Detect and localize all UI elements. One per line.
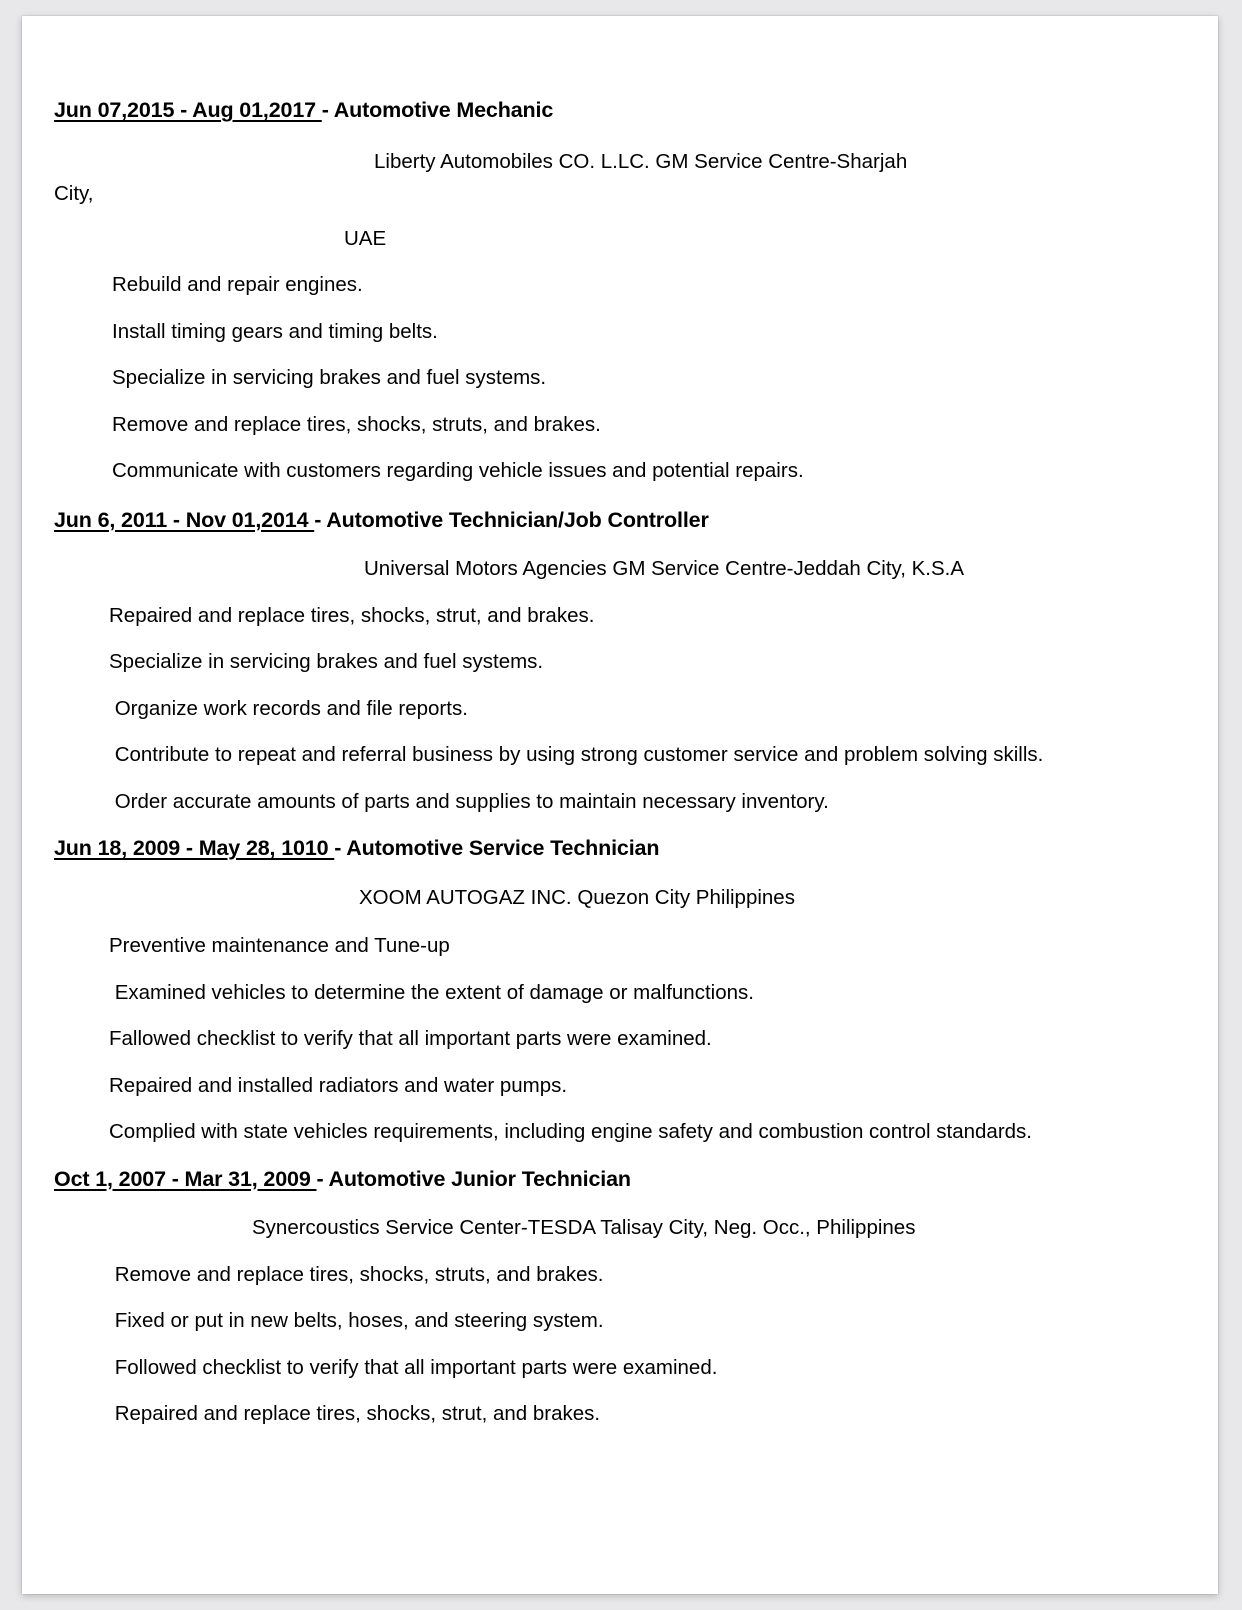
job-duty-item: Examined vehicles to determine the extent of damage or malfunctions. [109, 980, 754, 1004]
work-experience-entry [54, 507, 1192, 813]
job-duty-list [54, 603, 1192, 813]
job-company-line: Liberty Automobiles CO. L.LC. GM Service Centre-Sharjah [374, 149, 908, 173]
job-duty-item: Followed checklist to verify that all important parts were examined. [109, 1355, 718, 1379]
job-duty-item: Fixed or put in new belts, hoses, and steering system. [109, 1309, 604, 1332]
job-company [54, 885, 1192, 909]
job-company-line: City, [54, 182, 94, 205]
job-header-separator: - [334, 836, 342, 860]
job-duty-item: Order accurate amounts of parts and supplies to maintain necessary inventory. [109, 789, 829, 813]
job-duty-item: Repaired and replace tires, shocks, strut, and brakes. [109, 1402, 601, 1425]
job-header [54, 507, 1192, 532]
job-duty-item: Remove and replace tires, shocks, struts, and brakes. [109, 1262, 604, 1286]
job-duty-list [54, 275, 1192, 482]
job-duty-item: Install timing gears and timing belts. [112, 319, 438, 343]
job-duty-item: Communicate with customers regarding vehicle issues and potential repairs. [112, 459, 804, 482]
job-company-line: Universal Motors Agencies GM Service Centre-Jeddah City, K.S.A [364, 557, 965, 580]
job-title: Automotive Service Technician [346, 836, 660, 860]
job-header [54, 100, 1192, 122]
job-title: Automotive Mechanic [333, 98, 554, 122]
job-duty-item: Contribute to repeat and referral business by using strong customer service and problem solving skills. [109, 743, 1044, 766]
job-dates: Jun 18, 2009 - May 28, 1010 [54, 836, 335, 860]
job-duty-item: Rebuild and repair engines. [112, 273, 363, 296]
job-duty-item: Remove and replace tires, shocks, struts, and brakes. [112, 412, 601, 436]
job-duty-item: Specialize in servicing brakes and fuel systems. [109, 650, 544, 673]
job-company [54, 149, 1192, 250]
job-header-separator: - [316, 1166, 324, 1191]
job-duty-item: Repaired and replace tires, shocks, strut, and brakes. [109, 603, 595, 627]
job-dates: Oct 1, 2007 - Mar 31, 2009 [54, 1166, 317, 1191]
work-experience-entry [54, 1166, 1192, 1425]
job-duty-item: Fallowed checklist to verify that all important parts were examined. [109, 1027, 712, 1050]
job-dates: Jun 6, 2011 - Nov 01,2014 [54, 507, 315, 532]
job-header-separator: - [314, 507, 322, 532]
job-duty-item: Complied with state vehicles requirements, including engine safety and combustion control standards. [109, 1120, 1033, 1143]
job-header-separator: - [321, 98, 329, 122]
job-duty-list [54, 936, 1192, 1143]
document-page [22, 16, 1218, 1594]
job-header [54, 1166, 1192, 1191]
job-company-line: XOOM AUTOGAZ INC. Quezon City Philippines [359, 885, 795, 909]
job-header [54, 838, 1192, 860]
job-company [54, 1218, 1192, 1239]
job-company-line: Synercoustics Service Center-TESDA Talisay City, Neg. Occ., Philippines [252, 1216, 916, 1239]
document-content [22, 16, 1218, 1425]
job-dates: Jun 07,2015 - Aug 01,2017 [54, 98, 322, 122]
job-duty-item: Organize work records and file reports. [109, 696, 468, 720]
job-company [54, 559, 1192, 580]
job-company-line: UAE [344, 226, 387, 250]
job-duty-list [54, 1262, 1192, 1425]
job-duty-item: Repaired and installed radiators and water pumps. [109, 1073, 568, 1097]
job-duty-item: Preventive maintenance and Tune-up [109, 934, 450, 957]
work-experience-entry [54, 838, 1192, 1143]
job-title: Automotive Junior Technician [328, 1166, 631, 1191]
work-experience-entry [54, 100, 1192, 482]
job-title: Automotive Technician/Job Controller [326, 507, 709, 532]
job-duty-item: Specialize in servicing brakes and fuel systems. [112, 366, 547, 389]
